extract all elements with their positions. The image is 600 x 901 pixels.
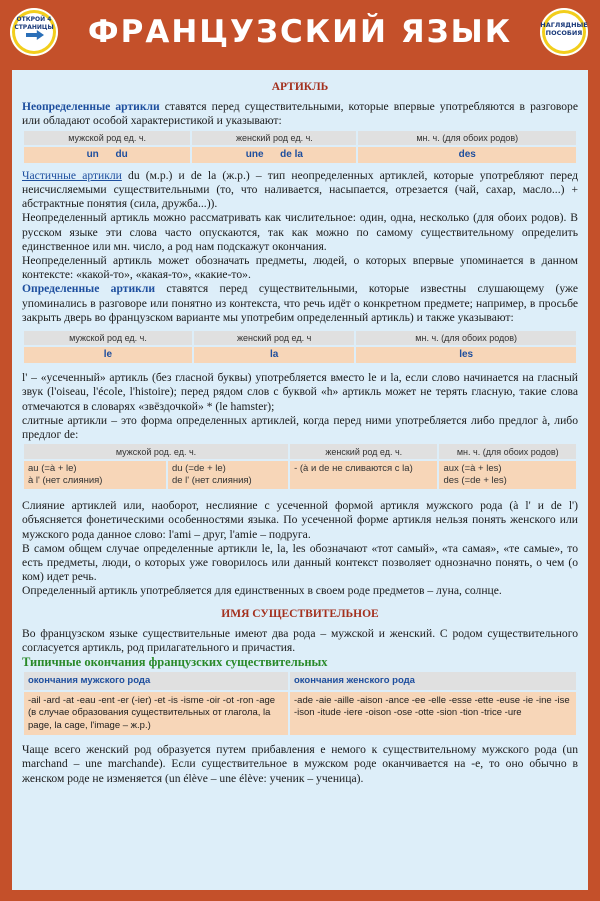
table-cell: les [356,347,576,363]
table-cell: un du [24,147,190,163]
table-header: окончания женского рода [290,672,576,690]
definite-articles-table [22,329,578,365]
table-header: мн. ч. (для обоих родов) [358,131,576,145]
paragraph-elision-phonetics: Слияние артиклей или, наоборот, неслияние с усеченной формой артикля мужского рода (à l' и de l') объясняется фонетическими особенностями языка. По усеченной форме артикля нельзя понять женского или мужского рода данное слово: l'ami – друг, l'amie – подруга. [22,499,578,541]
table-header: женский род ед. ч. [290,444,437,459]
table-cell: une de la [192,147,356,163]
paragraph-partitive: Частичные артикли du (м.р.) и de la (ж.р.) – тип неопределенных артиклей, которые употребляют перед неисчисляемыми существительными (то, что наливается, насыпается, отрезается (чай, сахар, масло...) + абстрактные понятия (сила, дружба...)). [22,168,578,211]
table-header: мужской род ед. ч. [24,131,190,145]
table-header: мн. ч. (для обоих родов) [439,444,576,459]
paragraph-elided-article: l' – «усеченный» артикль (без гласной буквы) употребляется вместо le и la, если слово начинается на гласный звук (l'oiseau, l'école, l'histoire); перед рядом слов с буквой «h» артикль может не терять гласную, такие слова отмечаются в словарях «звёздочкой» * (le hamster); [22,371,578,413]
paragraph-first-mention: Неопределенный артикль может обозначать предметы, людей, о которых впервые упоминается в данном контексте: «какой-то», «какая-то», «какие-то». [22,254,578,282]
table-header: окончания мужского рода [24,672,288,690]
table-header: мужской род ед. ч. [24,331,192,345]
visual-aids-badge [540,8,588,56]
noun-endings-subheading: Типичные окончания французских существительных [22,655,328,670]
header [0,0,600,66]
page-title: ФРАНЦУЗСКИЙ ЯЗЫК [87,14,513,50]
paragraph-definite-meaning: В самом общем случае определенные артикли le, la, les обозначают «тот самый», «та самая», «те самые», то есть предметы, люди, о которых уже говорилось или данный контекст позволяет однозначно понять, о чем (о ком) идет речь. [22,541,578,584]
indefinite-articles-table [22,129,578,165]
paragraph-noun-gender: Во французском языке существительные имеют два рода – мужской и женский. С родом существительного согласуется артикль, род прилагательного и причастия. [22,626,578,655]
table-cell: -ade -aie -aille -aison -ance -ee -elle -esse -ette -euse -ie -ine -ise -ison -itude -iere -oison -ose -otte -sion -tion -trice -ure [290,692,576,736]
paragraph-definite: Определенные артикли ставятся перед существительными, которые известны слушающему (уже упоминались в разговоре или понятно из контекста, что речь идёт о конкретном предмете; например, в просьбе закрыть дверь во французском варианте мы употребим определенный артикль) и также указывают: [22,282,578,324]
left-badge-text: ОТКРОЙ 4 СТРАНИЦЫ [14,16,54,31]
table-cell: le [24,347,192,363]
noun-heading: ИМЯ СУЩЕСТВИТЕЛЬНОЕ [221,607,379,620]
article-heading: АРТИКЛЬ [271,81,329,93]
table-cell: aux (=à + les) des (=de + les) [439,461,576,489]
paragraph-numeral: Неопределенный артикль можно рассматривать как числительное: один, одна, несколько (для обоих родов). В русском языке эти слова часто опускаются, так как можно по самому существительному определить единственное или мн. число, а род нам подскажут окончания. [22,211,578,253]
paragraph-indefinite: Неопределенные артикли ставятся перед существительными, которые впервые употребляются в разговоре или обладают особой характеристикой и указывают: [22,100,579,128]
right-badge-text: НАГЛЯДНЫЕ ПОСОБИЯ [540,21,588,37]
table-header: женский род ед. ч [194,331,354,345]
contracted-articles-table [22,442,578,491]
table-cell: du (=de + le) de l' (нет слияния) [168,461,288,489]
table-cell: au (=à + le) à l' (нет слияния) [24,461,166,489]
table-header: мужской род. ед. ч. [24,444,288,459]
table-cell: - (à и de не сливаются с la) [290,461,437,489]
content-panel [12,70,588,890]
content [22,70,578,786]
table-header: мн. ч. (для обоих родов) [356,331,576,345]
noun-endings-table [22,670,578,738]
table-cell: des [358,147,576,163]
table-header: женский род ед. ч. [192,131,356,145]
paragraph-unique-objects: Определенный артикль употребляется для единственных в своем роде предметов – луна, солнце. [22,584,502,598]
table-cell: -ail -ard -at -eau -ent -er (-ier) -et -is -isme -oir -ot -ron -age (в случае образования существительных от глагола, la page, la cage, l'image – ж.р.) [24,692,288,736]
table-cell: la [194,347,354,363]
paragraph-feminine-formation: Чаще всего женский род образуется путем прибавления е немого к существительному мужского рода (un marchand – une marchande). Если существительное в мужском роде оканчивается на -е, то оно обычно в женском роде не изменяется (un élève – une élève: ученик – ученица). [22,743,578,785]
paragraph-contracted-articles: слитные артикли – это форма определенных артиклей, когда перед ними употребляется либо предлог à, либо предлог de: [22,413,578,442]
